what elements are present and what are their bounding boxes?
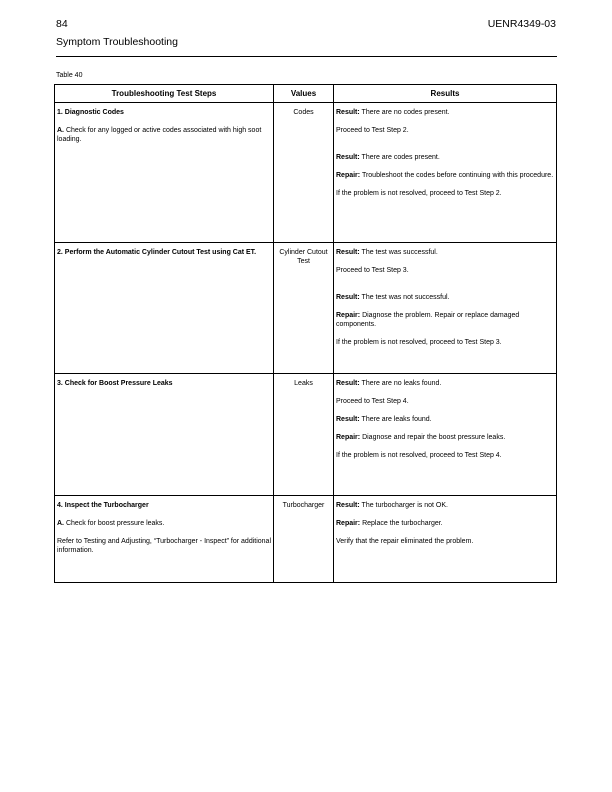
results-cell — [334, 374, 557, 496]
result-text: There are codes present. — [359, 154, 440, 161]
step-text: Refer to Testing and Adjusting, “Turbocharger - Inspect” for additional information. — [57, 538, 272, 554]
table-row — [55, 374, 557, 496]
results-cell — [334, 496, 557, 583]
result-paragraph — [336, 266, 554, 275]
result-label: Repair: — [336, 172, 361, 179]
result-paragraph — [336, 537, 554, 546]
value-cell: Cylinder Cutout Test — [274, 243, 334, 374]
result-paragraph — [336, 501, 554, 510]
step-cell — [55, 103, 274, 243]
result-label: Result: — [336, 294, 360, 301]
result-paragraph — [336, 451, 554, 460]
result-text: Diagnose and repair the boost pressure leaks. — [360, 434, 506, 441]
result-label: Result: — [336, 249, 360, 256]
result-text: Replace the turbocharger. — [360, 520, 443, 527]
value-cell: Turbocharger — [274, 496, 334, 583]
result-paragraph — [336, 338, 554, 347]
table-body — [55, 103, 557, 583]
result-text: The test was not successful. — [359, 294, 450, 301]
result-label: Repair: — [336, 520, 361, 527]
result-text: The test was successful. — [359, 249, 438, 256]
result-paragraph — [336, 397, 554, 406]
result-paragraph — [336, 293, 554, 302]
document-id: UENR4349-03 — [487, 18, 556, 30]
value-cell: Leaks — [274, 374, 334, 496]
step-text: Check for boost pressure leaks. — [64, 520, 165, 527]
step-title: 4. Inspect the Turbocharger — [57, 502, 149, 509]
step-cell — [55, 374, 274, 496]
troubleshooting-table — [54, 84, 557, 583]
result-paragraph — [336, 189, 554, 198]
column-header-results: Results — [334, 85, 557, 103]
result-label: Repair: — [336, 312, 361, 319]
result-label: Result: — [336, 502, 360, 509]
step-label: A. — [57, 520, 64, 527]
table-header-row — [55, 85, 557, 103]
result-paragraph — [336, 379, 554, 388]
result-text: Proceed to Test Step 2. — [336, 127, 409, 134]
result-text: There are no codes present. — [359, 109, 450, 116]
value-cell: Codes — [274, 103, 334, 243]
result-text: Verify that the repair eliminated the problem. — [336, 538, 474, 545]
result-paragraph — [336, 519, 554, 528]
result-paragraph — [336, 248, 554, 257]
table-row — [55, 496, 557, 583]
step-title: 1. Diagnostic Codes — [57, 109, 124, 116]
result-text: If the problem is not resolved, proceed to Test Step 3. — [336, 339, 502, 346]
result-text: The turbocharger is not OK. — [359, 502, 448, 509]
step-title: 2. Perform the Automatic Cylinder Cutout Test using Cat ET. — [57, 249, 257, 256]
table-caption: Table 40 — [56, 72, 83, 79]
result-paragraph — [336, 126, 554, 135]
step-paragraph — [57, 537, 271, 555]
result-paragraph — [336, 311, 554, 329]
step-cell — [55, 496, 274, 583]
result-text: If the problem is not resolved, proceed to Test Step 2. — [336, 190, 502, 197]
result-text: Diagnose the problem. Repair or replace damaged components. — [336, 312, 520, 328]
result-text: There are leaks found. — [359, 416, 432, 423]
result-label: Repair: — [336, 434, 361, 441]
result-spacer — [336, 144, 554, 153]
step-paragraph — [57, 126, 271, 144]
results-cell — [334, 243, 557, 374]
header-divider — [56, 56, 557, 57]
result-text: There are no leaks found. — [359, 380, 442, 387]
result-paragraph — [336, 108, 554, 117]
result-text: Proceed to Test Step 4. — [336, 398, 409, 405]
column-header-values: Values — [274, 85, 334, 103]
result-label: Result: — [336, 416, 360, 423]
step-paragraph — [57, 519, 271, 528]
result-paragraph — [336, 433, 554, 442]
result-label: Result: — [336, 109, 360, 116]
table-row — [55, 103, 557, 243]
result-label: Result: — [336, 154, 360, 161]
step-label: A. — [57, 127, 64, 134]
step-cell — [55, 243, 274, 374]
column-header-steps: Troubleshooting Test Steps — [55, 85, 274, 103]
result-text: Troubleshoot the codes before continuing with this procedure. — [360, 172, 554, 179]
result-text: If the problem is not resolved, proceed to Test Step 4. — [336, 452, 502, 459]
result-paragraph — [336, 415, 554, 424]
result-spacer — [336, 284, 554, 293]
step-title: 3. Check for Boost Pressure Leaks — [57, 380, 173, 387]
result-paragraph — [336, 171, 554, 180]
section-title: Symptom Troubleshooting — [56, 36, 178, 48]
step-text: Check for any logged or active codes associated with high soot loading. — [57, 127, 262, 143]
result-text: Proceed to Test Step 3. — [336, 267, 409, 274]
result-label: Result: — [336, 380, 360, 387]
result-paragraph — [336, 153, 554, 162]
results-cell — [334, 103, 557, 243]
table-row — [55, 243, 557, 374]
page-number: 84 — [56, 18, 68, 30]
